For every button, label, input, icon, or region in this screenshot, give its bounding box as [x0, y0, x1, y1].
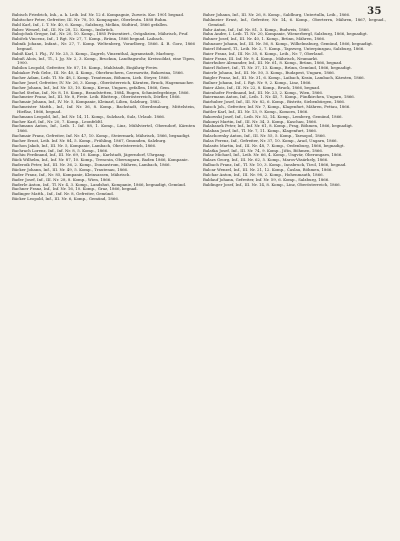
list-entry: Bachner Franz, Inf., Inf. Nr. 16, 10. Komp., Graz, 1866, begnad.	[12, 186, 138, 192]
list-entry: Baderle Anton, Inf., Tl. Nr. 4, 3. Komp., Landshut, Kompanie, 1866, begnadigt, Gemünd.	[12, 181, 187, 187]
list-entry: Bahn Andre, I. Leib. Tl. Nr. 20, Kompanie, Wienerbergl, Salzburg, 1866, begnadigt.	[203, 31, 368, 37]
list-entry: Bacher Karl, Inf., Nr. 20, 7. Komp., Leonfeldtl.	[12, 118, 104, 124]
list-entry: Balaz Michael, Inf., Leib. Nr. 66, 4. Komp., Ungvár, Oberungarn, 1866.	[203, 152, 343, 158]
list-entry: Bachmann Leopold, Inf., Inf. Nr. 14, 11. Komp., Sulzbach, Sulz, Urlaub. 1866.	[12, 113, 166, 119]
list-entry: Babitscher Peter, Gefreiter, III. Nr. 78, 10. Kompagnie, Oberleutn. 1888 Ruhm.	[12, 16, 168, 22]
list-entry: Bader Franz, Inf., Nr. 85, Kompanie, Kleinsassen, Mährisch.	[12, 171, 131, 177]
list-entry: Bachmair Franz, Gefreiter, Inf. Nr. 47, 10. Komp., Steiermark, Mährisch, 1866, begnadigt.	[12, 133, 191, 139]
list-entry: Babisch Friedrich, Inh., a. k. Leib. Inf. Nr. 12 d. Kompagnie, Zuweis. Kor. 1901 begnad.	[12, 13, 185, 17]
list-entry: Bachmeier Franz, Inf., III. Nr. 8, Freie. Leib. Bluttrop., Oberösterreich, Dörfler, 1866.	[12, 94, 181, 100]
list-entry: Babilon Leopold, Gefreiter, Nr. 87, 10. Komp., Mahlstadt, Einjährig-Freiw.	[12, 65, 158, 71]
list-entry: Bakowski Josef, Inf., Leib. Nr. 52, 14. Komp., Lemberg, Gemünd, 1866.	[203, 113, 343, 119]
list-entry: Balachowsky Anton, Inf., III. Nr. 55, 5. Komp., Tarnopol, 1866.	[203, 133, 326, 139]
list-entry: Babuß Alois, Inf., Tl., I. Jg. Nr. 2, 3. Komp., Bruckun, Landtagsrohr, Kreissoldat, eine Tipen, 1900.	[12, 55, 195, 66]
list-entry: Baldauf Johann, Gefreiter, Inf. Nr. 59, 6. Komp., Salzburg, 1866.	[203, 176, 330, 182]
list-entry: Baierl Eduard, Tl., Leib. Nr. 2, 7. Komp., Tapsweg, Unterpinzgau, Salzburg, 1866.	[203, 45, 365, 51]
list-entry: Balas Ferenz, Inf., Gefreiter, Nr. 37, 10. Komp., Arad, Ungarn, 1866.	[203, 137, 338, 143]
list-entry: Babnik Johann, Infant., Nr. 27, 7. Komp. Weltenberg, Vorarlberg, 1866. 4. B. Gorz, 1866 begnad.	[12, 41, 195, 51]
list-entry: Baier Franz, Inf., III. Nr. 35, 6. Komp., Leib., Nr. 7, Oberland.	[203, 50, 324, 56]
list-entry: Bacher Ernst, Leib. Inf. Nr. 84, 5. Komp., Frühling, 1867, Gmunden, Salzburg.	[12, 137, 167, 143]
right-column	[203, 13, 386, 533]
list-entry: Bairhuber Josef, Inf., III. Nr. 82, 6. Komp., Bistritz, Siebenbürgen, 1866.	[203, 99, 346, 105]
list-entry: Bachrach Lorenz, Inf., Inf. Nr. 8, 5. Komp., 1866.	[12, 147, 109, 153]
list-entry: Baier Franz, III. Inf. Nr. 9, 4. Komp., Mährisch, Neumarkt.	[203, 55, 319, 61]
list-entry: Bahner Josef, Inf., III. Nr. 40, 1. Komp., Brünn, Mähren, 1866.	[203, 36, 326, 42]
list-entry: Baierhuber Alexander, Inf., III. Nr. 61, 8. Komp., Brünn, 1866, begnad.	[203, 60, 343, 66]
list-entry: Babec Wenzel, Inf., III. Nr. 28, 12. Komp., Insbrück.	[12, 26, 114, 32]
list-entry: Babl Karl, Inf., I. T. Nr. 40, 6. Komp., Salzburg, Melkin, Südtirol, 1866 gefallen.	[12, 21, 169, 27]
list-entry: Bachmann Anton, Inf., Leib. 1. Inf. 88, 1. Komp., Linz, Mühlviertel, Oberndorf, Kärnten 1866.	[12, 123, 195, 134]
list-entry: Baldinger Josef, Inf., III. Nr. 14, 8. Komp., Linz, Oberösterreich, 1866.	[203, 181, 341, 187]
list-entry: Baierle Johann, Inf., III. Nr. 50, 3. Komp., Budapest, Ungarn, 1866.	[203, 70, 336, 76]
list-entry: Balazs Georg, Inf., III. Nr. 62, 5. Komp., Maros-Vásárhely, 1866.	[203, 157, 329, 163]
list-entry: Baier Alois, Inf., III. Nr. 22, 8. Komp., Bruck, 1866, begnad.	[203, 84, 321, 90]
list-entry: Baher Johann, Inf., III. Nr. 26, 8. Komp., Saldburg, Untertulln, Leib., 1866.	[203, 13, 351, 17]
list-entry: Baienhofer Ferdinand, Inf., III. Nr. 23, 2. Komp., Wien, 1866.	[203, 89, 324, 95]
list-entry: Bäcker Leopold, Inf., III. Nr. 6, Komp., Gemünd, 1866.	[12, 196, 120, 202]
list-entry: Bader Josef, Inf., III. Nr. 28, 8. Komp., Wien, 1866.	[12, 176, 112, 182]
page-number: 35	[367, 6, 382, 17]
list-entry: Balabanek Peter, Inf., Inf. Nr. 61, 8. Komp., Prag, Böhmen, 1866, begnadigt.	[203, 123, 354, 129]
list-entry: Bailner Johann, Inf., I. Rgt. Nr. 9, 2. Komp., Linz, 1866.	[203, 79, 312, 85]
list-entry: Bachmeister Matth., Inf., Inf. Nr. 36, 8. Komp., Bachstadt, Oberdrauburg, Mittelstein, Hieflaz, 1866, begnad.	[12, 104, 195, 114]
list-entry: Bachiu Ferdinand, Inf., III. Nr. 69, 10. Komp., Karlstadt, Jägerndorf, Uhrgang.	[12, 152, 166, 158]
list-entry: Baitler Karl, Inf., III. Nr. 13, 9. Komp., Komorn, 1866.	[203, 108, 309, 114]
list-entry: Balaban Josef, Inf., Tl. Nr. 7, 11. Komp., Klagenfurt, 1866.	[203, 128, 318, 134]
list-entry: Bacher Josef, Gefreiter, IV. Nr. 26, 3. Komp., Oberösterreich, Kärnten, Bruck, Hagenmacher.	[12, 79, 194, 85]
list-entry: Baisch Joh., Gefreiter, Inf. Nr. 7, Komp., Klagenfurt, Mähren, Pettau, 1866.	[203, 104, 351, 110]
list-entry: Babiakov Frik Gebr., III. Nr. 40, 4. Komp., Oberbruchern, Czernowitz, Bukowina, 1866.	[12, 70, 184, 76]
columns	[12, 13, 386, 533]
list-entry: Balbach Franz, Inf., Tl. Nr. 10, 3. Komp., Innsbruck, Tirol, 1866, begnad.	[203, 162, 347, 168]
list-entry: Bahlmeier Ernst, Inf., Gefreiter, Nr. 14, 6. Komp., Oberterrn, Mähren, 1867, begnad., Gemünd.	[203, 16, 386, 27]
list-entry: Bakonyi Martin, Inf., III. Nr. 34, 3. Komp., Kaschau, 1866.	[203, 118, 318, 124]
list-entry: Bacher Johann, Inf., Inf. Nr. 53, 10. Komp., Kreuz, Ungarn, gefallen, 1866, Gem.	[12, 84, 171, 90]
list-entry: Babiček Vincenz, Inf., 1 Rgt. Nr. 27, 7. Komp., Brünn, 1866 begnad. Laibach.	[12, 36, 164, 42]
list-entry: Babojchuk Gregor, Inf., Nr. 20, 10. Komp., 1885 Präsentiert., Ostgalizien, Mährisch, Pruf.	[12, 31, 189, 37]
list-entry: Baierl Robert, Inf., Tl. Nr. 37, 13. Komp., Brünn, Gemünd, 1866, begnadigt.	[203, 65, 352, 71]
list-entry: Bachel Stefan, Inf., Nr. 8, 10. Komp., Brandstetten, 1884, Rugen, Schmiedegebirge, 1866.	[12, 89, 190, 95]
list-entry: Balchar Anton, Inf., III. Nr. 98, 2. Komp., Hohenmauth, 1866.	[203, 171, 324, 177]
list-entry: Bahnauer Johann, Inf., III. Nr. 56, 8. Komp., Wilhelmsburg, Gemünd, 1866, begnadigt.	[203, 41, 374, 47]
list-entry: Baigler Franz, Inf., III. Nr. 31, 6. Komp., Laibach, Krain, Lambach, Kärnten, 1866.	[203, 74, 365, 80]
list-entry: Bachmair Johann, Inf., IV. Nr. 5, Kompanie, Kleinarl, Lilien, Salzburg, 1882.	[12, 99, 161, 105]
list-entry: Bäck Wilhelm, Inf., Inf. Nr. 87, 10. Komp., Trencsin, Oberungarn, Baden 1866, Kompanie.	[12, 157, 189, 163]
list-entry: Bäcker Johann, Inf., III. Nr. 49, 5. Komp., Trautenau, 1866.	[12, 167, 129, 172]
left-column	[12, 13, 195, 533]
list-entry: Balcar Wenzel, Inf., III. Nr. 21, 12. Komp., Časlau, Böhmen, 1866.	[203, 167, 333, 172]
list-entry: Babiß Karl, I. Fkj., IV. Nr. 25, 3. Komp., Zagreb, Vinzenthal, Agramstadt, Marburg.	[12, 50, 175, 56]
list-entry: Baiermann Anton, Inf., Leib. 1. Nr. 45, 7. Komp., Fünfkirchen, Ungarn, 1866.	[203, 94, 356, 100]
list-entry: Bachon Jakob, Inf., III. Nr. 5, Kompanie, Lambach, Oberösterreich, 1866.	[12, 142, 157, 148]
list-entry: Bahr Anton, Inf., Inf. Nr. 81, 3. Komp., Budweis, 1866.	[203, 26, 310, 32]
list-entry: Balasits Martin, Inf., III. Nr. 48, 7. Komp., Oedenburg, 1866, begnadigt.	[203, 142, 345, 148]
list-entry: Bacher Adam, Leib. Tl. Nr. 48, I. Komp. Trautenau, Böhmen, Lieb. Steyer, 1866.	[12, 74, 170, 80]
list-entry: Balatka Josef, Inf., III. Nr. 74, 9. Komp., Jičín, Böhmen, 1866.	[203, 147, 324, 153]
list-entry: Badinger Matth., Inf., Inf. Nr. 8, Gefreiter, Gemünd.	[12, 191, 114, 197]
list-entry: Baderoik Peter, Inf., III. Nr. 36, 2. Komp., Donaustrom, Mähren, Lambach, 1866.	[12, 162, 171, 168]
